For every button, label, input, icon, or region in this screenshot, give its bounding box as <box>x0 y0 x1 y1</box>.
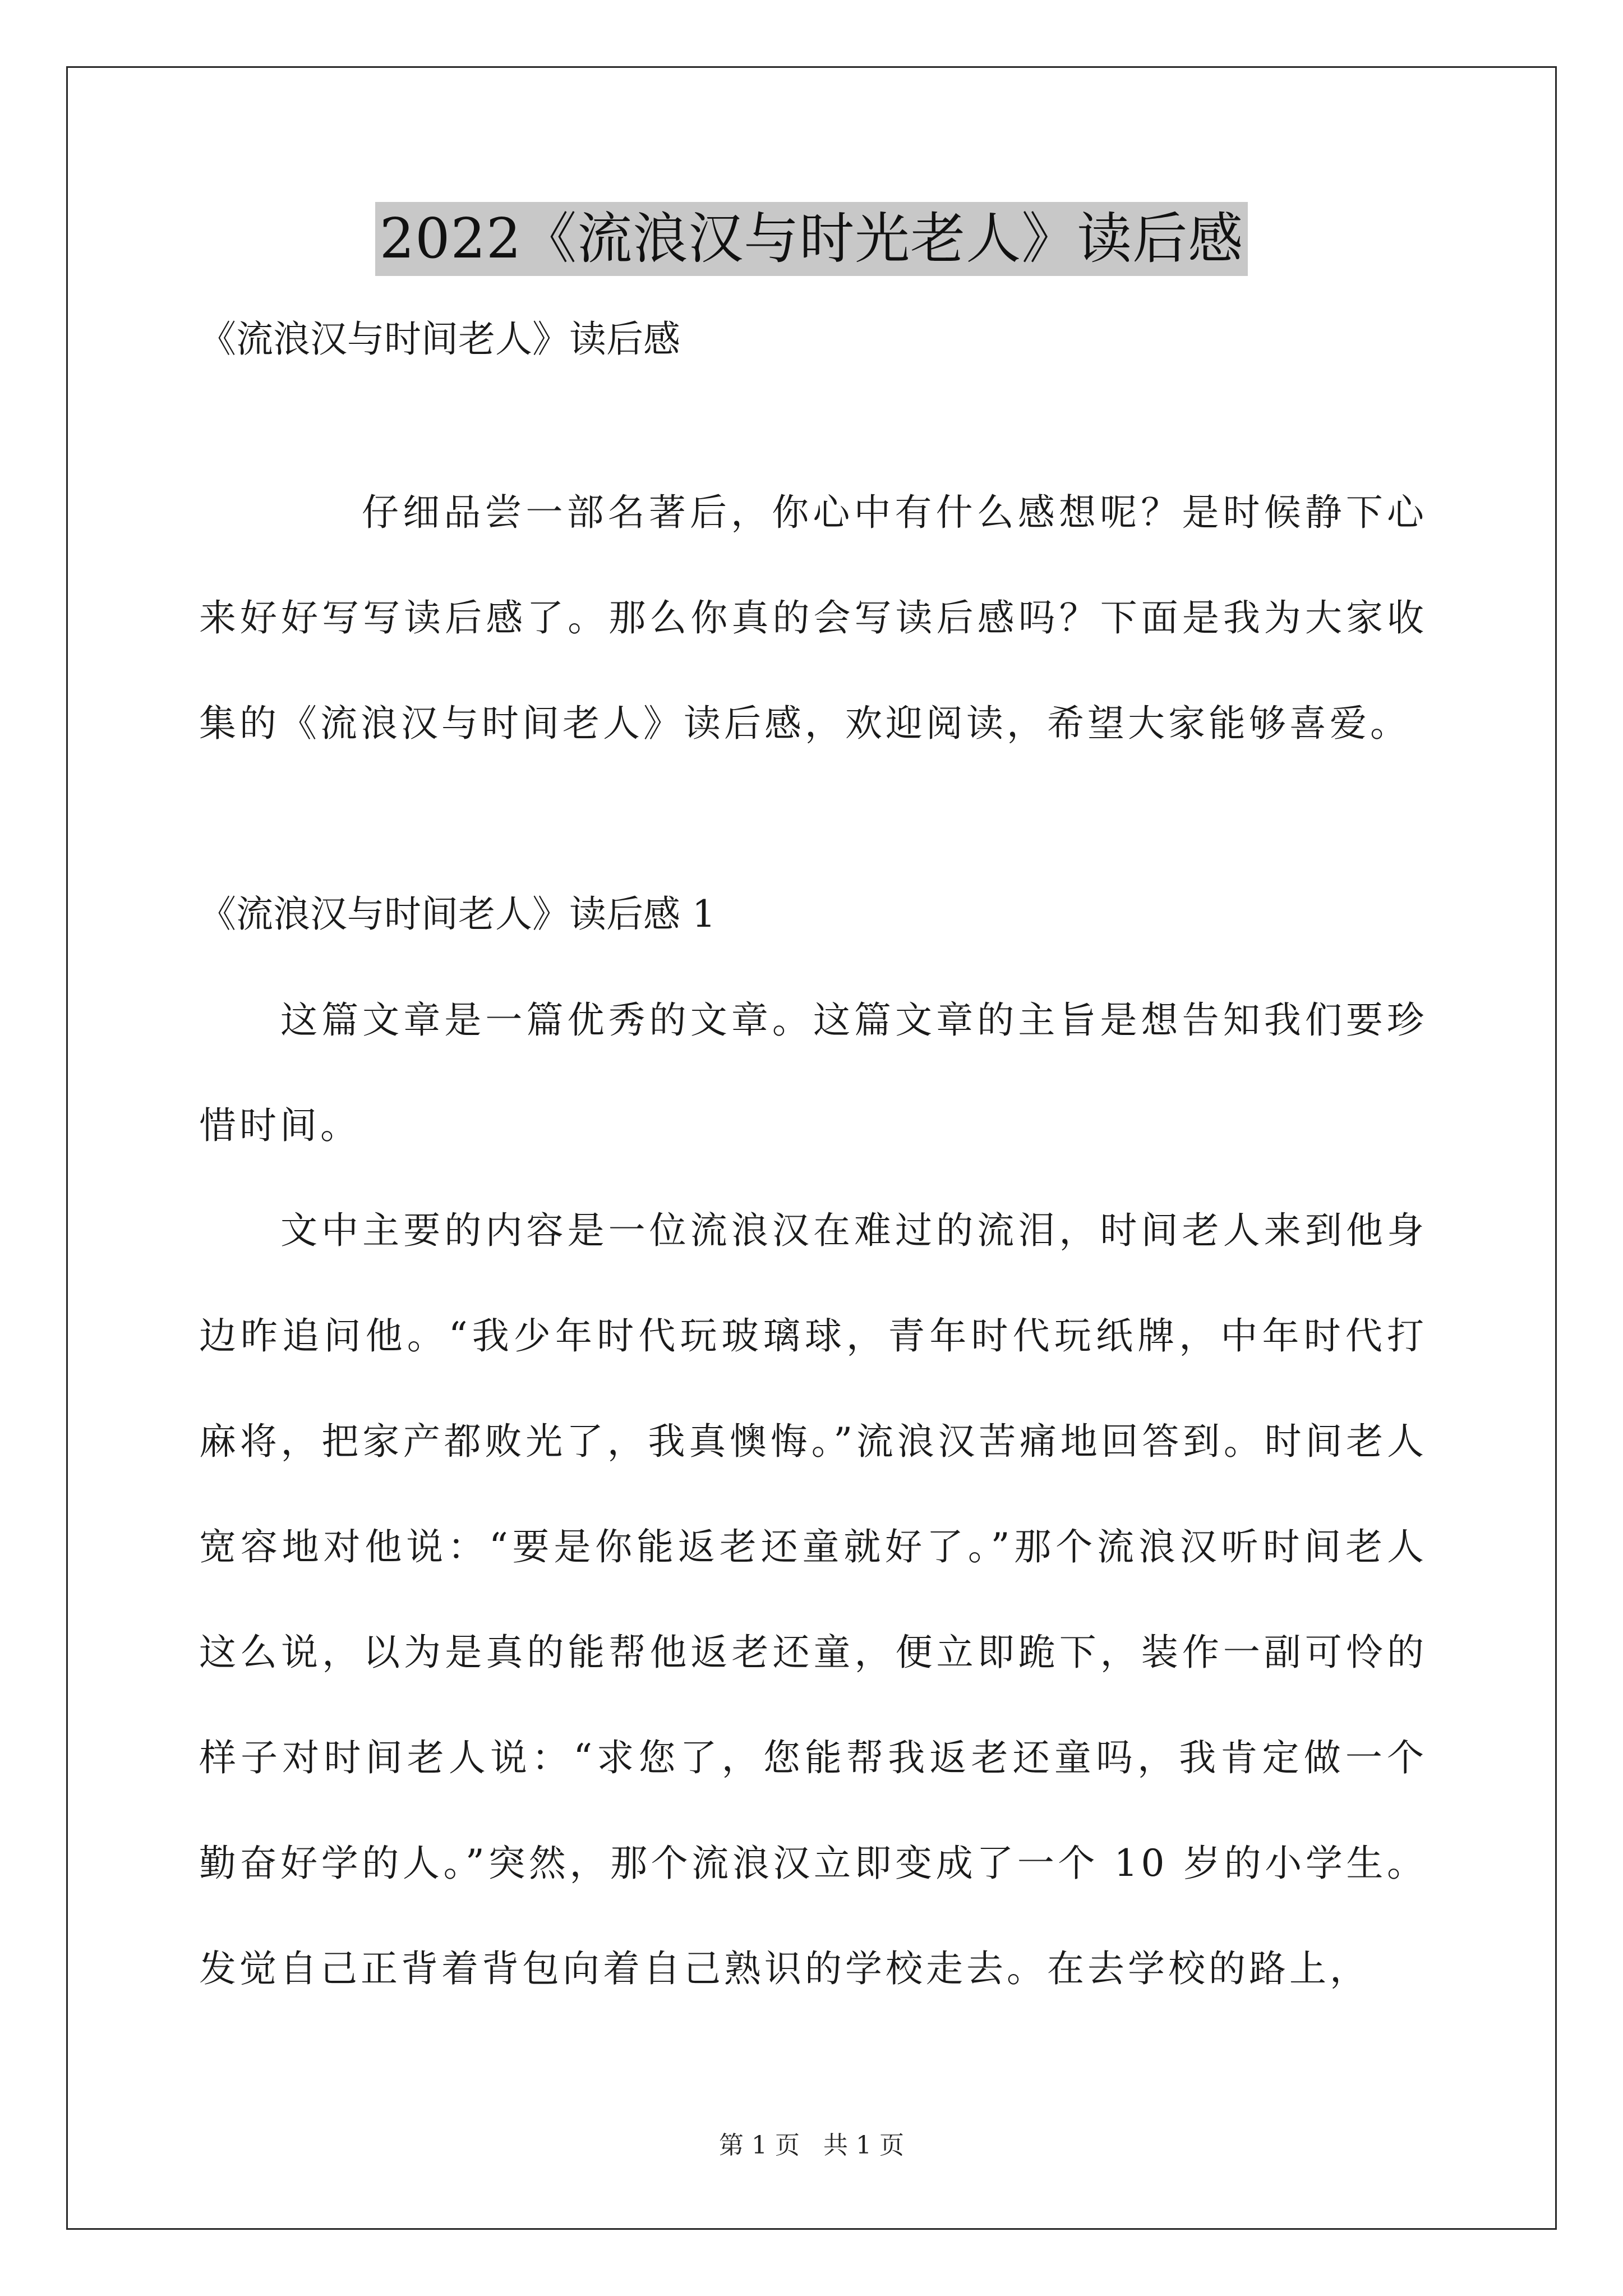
page-footer <box>0 2129 1623 2162</box>
page-total: 共 1 页 <box>823 2131 904 2160</box>
section-heading: 《流浪汉与时间老人》读后感 1 <box>199 892 716 936</box>
document-subtitle: 《流浪汉与时间老人》读后感 <box>199 318 680 361</box>
body-paragraph-2: 文中主要的内容是一位流浪汉在难过的流泪，时间老人来到他身边昨追问他。“我少年时代玩玻璃球，青年时代玩纸牌，中年时代打麻将，把家产都败光了，我真懊悔。”流浪汉苦痛地回答到。时间老人宽容地对他说：“要是你能返老还童就好了。”那个流浪汉听时间老人这么说，以为是真的能帮他返老还童，便立即跪下，装作一副可怜的样子对时间老人说：“求您了，您能帮我返老还童吗，我肯定做一个勤奋好学的人。”突然，那个流浪汉立即变成了一个 10 岁的小学生。发觉自己正背着背包向着自己熟识的学校走去。在去学校的路上， <box>199 1209 1427 1990</box>
intro-paragraph: 仔细品尝一部名著后，你心中有什么感想呢？是时候静下心来好好写写读后感了。那么你真的会写读后感吗？下面是我为大家收集的《流浪汉与时间老人》读后感，欢迎阅读，希望大家能够喜爱。 <box>199 491 1427 745</box>
body-paragraph-1: 这篇文章是一篇优秀的文章。这篇文章的主旨是想告知我们要珍惜时间。 <box>199 999 1427 1147</box>
document-title: 2022《流浪汉与时光老人》读后感 <box>375 202 1248 276</box>
title-container <box>0 202 1623 276</box>
footer-separator <box>800 2131 823 2160</box>
page-number: 第 1 页 <box>719 2131 800 2160</box>
